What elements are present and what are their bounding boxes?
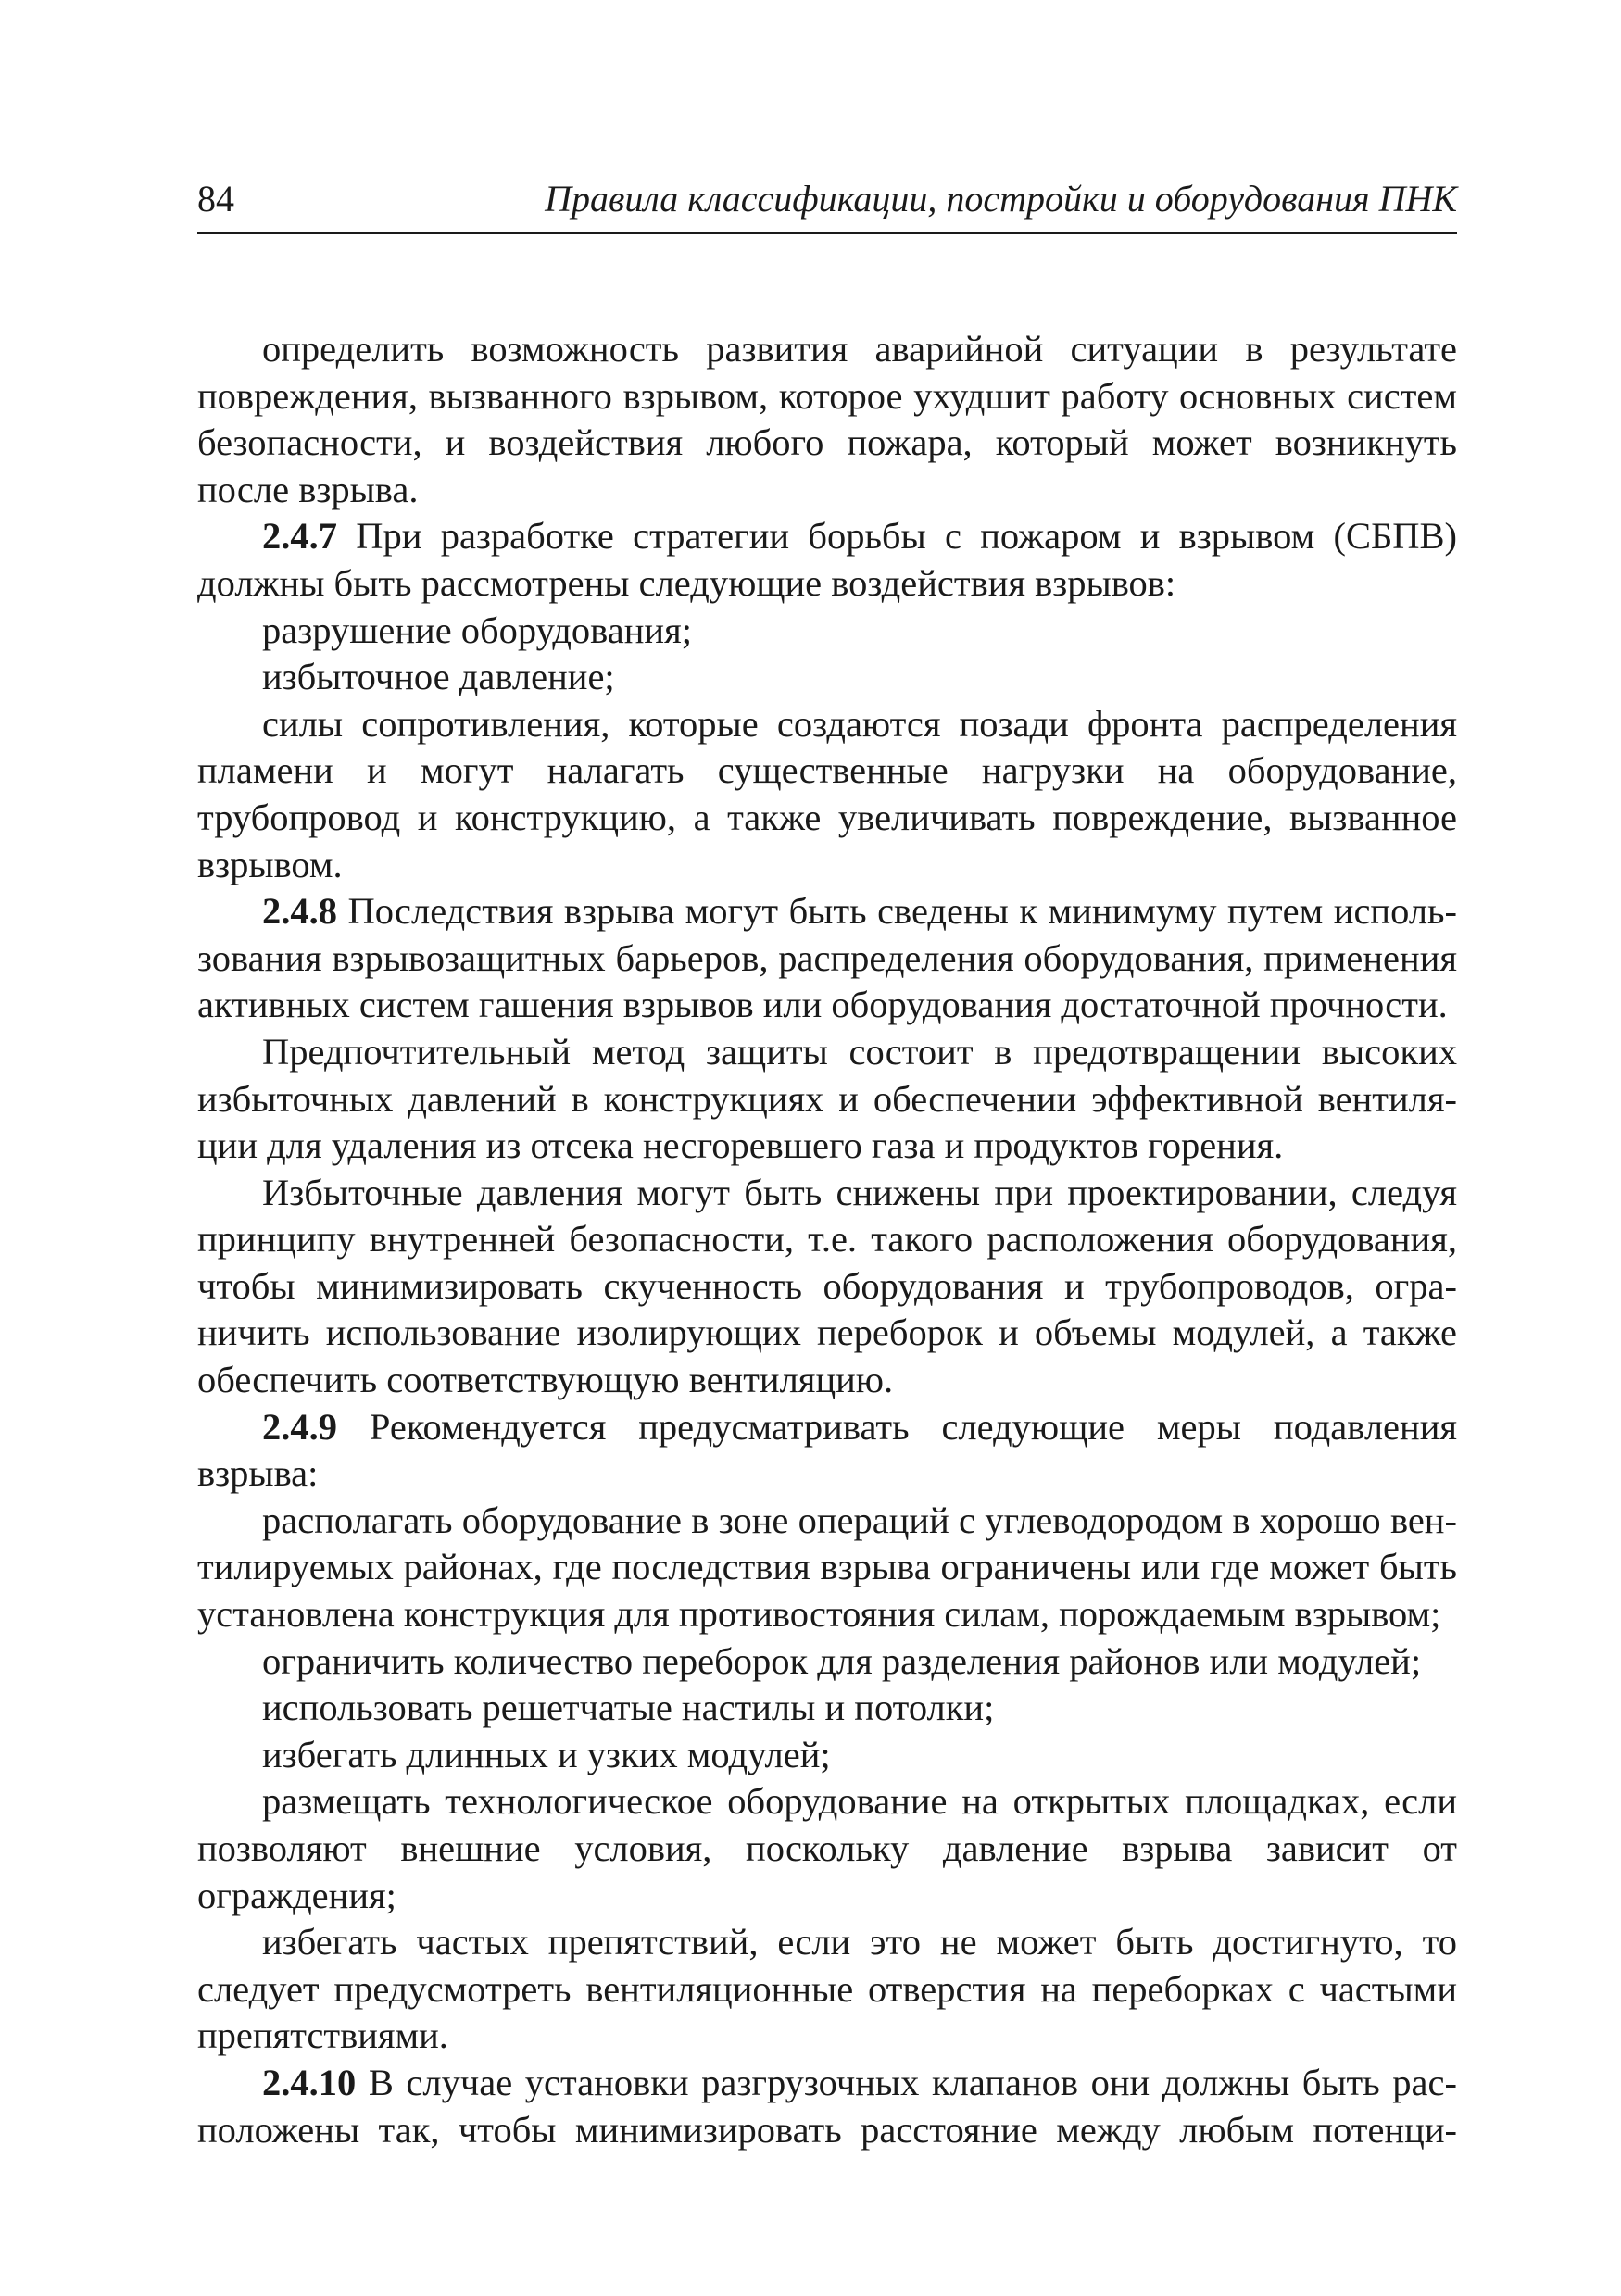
clause-number: 2.4.7 <box>262 515 337 558</box>
page-header <box>197 176 1457 234</box>
list-item: располагать оборудование в зоне операций с углеводородом в хорошо вентилируемых районах, где последствия взрыва ограничены или где может быть установлена конструкция для противостояния силам, порождаемым взрывом; <box>197 1499 1457 1636</box>
paragraph-clause-2-4-7: 2.4.7 При разработке стратегии борьбы с пожаром и взрывом (СБПВ) должны быть рассмотрены следующие воздействия взрывов: <box>197 515 1457 604</box>
list-item: избыточное давление; <box>262 656 615 698</box>
list-item: избегать длинных и узких модулей; <box>262 1733 831 1775</box>
list-item: использовать решетчатые настилы и потолки; <box>262 1687 995 1729</box>
body-text <box>197 326 1457 2153</box>
paragraph-clause-2-4-8: 2.4.8 Последствия взрыва могут быть сведены к минимуму путем использования взрывозащитных барьеров, распределения оборудования, применения активных систем гашения взрывов или оборудования достаточной прочности. <box>197 890 1457 1026</box>
list-item: размещать технологическое оборудование на открытых площадках, если позволяют внешние условия, поскольку давление взрыва зависит от ограждения; <box>197 1780 1457 1916</box>
page-number: 84 <box>197 178 234 220</box>
clause-number: 2.4.10 <box>262 2061 357 2103</box>
list-item: ограничить количество переборок для разделения районов или модулей; <box>262 1639 1422 1682</box>
paragraph: Избыточные давления могут быть снижены при проектировании, следуя принципу внутренней безопасности, т.е. такого расположения оборудования, чтобы минимизировать скученность оборудования и трубопроводов, ограничить использование изолирующих переборок и объемы модулей, а также обеспечить соответствующую вентиляцию. <box>197 1171 1457 1401</box>
clause-number: 2.4.9 <box>262 1405 337 1448</box>
running-title: Правила классификации, постройки и оборудования ПНК <box>545 178 1457 220</box>
clause-number: 2.4.8 <box>262 890 337 933</box>
paragraph-clause-2-4-9: 2.4.9 Рекомендуется предусматривать следующие меры подавления взрыва: <box>197 1405 1457 1495</box>
list-item: силы сопротивления, которые создаются позади фронта распределения пламени и могут налагать существенные нагрузки на оборудование, трубопровод и конструкцию, а также увеличивать повреждение, вызванное взрывом. <box>197 702 1457 885</box>
paragraph: определить возможность развития аварийной ситуации в результате повреждения, вызванного взрывом, которое ухудшит работу основных систем безопасности, и воздействия любого пожара, который может возникнуть после взрыва. <box>197 328 1457 510</box>
paragraph: Предпочтительный метод защиты состоит в предотвращении высоких избыточных давлений в конструкциях и обеспечении эффективной вентиляции для удаления из отсека несгоревшего газа и продуктов горения. <box>197 1030 1457 1167</box>
list-item: разрушение оборудования; <box>262 609 692 651</box>
paragraph-clause-2-4-10: 2.4.10 В случае установки разгрузочных клапанов они должны быть расположены так, чтобы минимизировать расстояние между любым потенци- <box>197 2061 1457 2151</box>
list-item: избегать частых препятствий, если это не может быть достигнуто, то следует предусмотреть вентиляционные отверстия на переборках с частыми препятствиями. <box>197 1921 1457 2057</box>
